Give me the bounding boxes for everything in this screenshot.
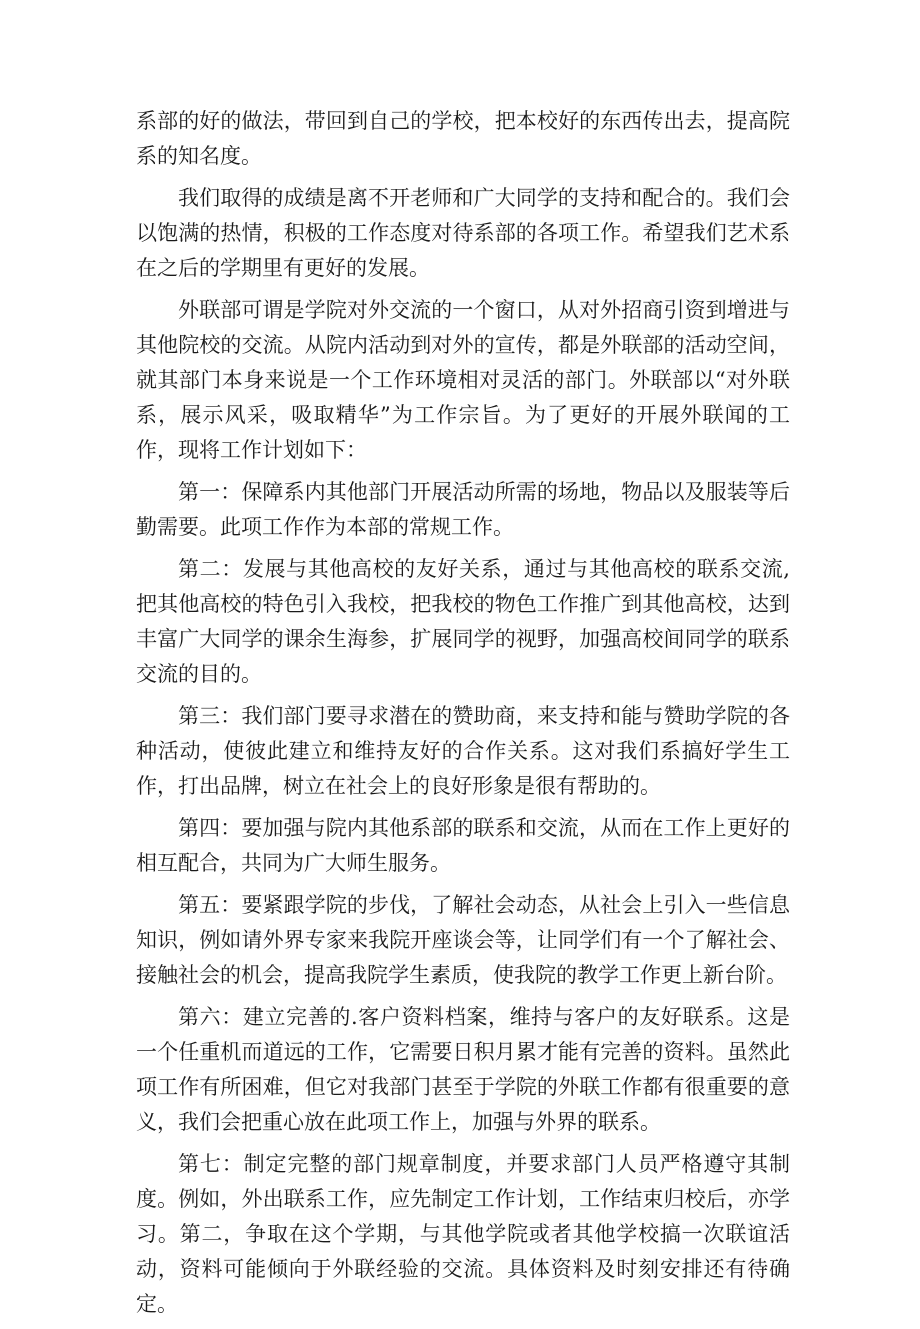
paragraph-item-5: 第五：要紧跟学院的步伐，了解社会动态，从社会上引入一些信息知识，例如请外界专家来我院开座谈会等，让同学们有一个了解社会、接触社会的机会，提高我院学生素质，使我院的教学工作更上新台阶。 [136,893,790,987]
paragraph-item-6: 第六：建立完善的.客户资料档案，维持与客户的友好联系。这是一个任重机而道远的工作，它需要日积月累才能有完善的资料。虽然此项工作有所困难，但它对我部门甚至于学院的外联工作都有很重要的意义，我们会把重心放在此项工作上，加强与外界的联系。 [136,1005,790,1134]
paragraph-achievements: 我们取得的成绩是离不开老师和广大同学的支持和配合的。我们会以饱满的热情，积极的工作态度对待系部的各项工作。希望我们艺术系在之后的学期里有更好的发展。 [136,186,790,280]
paragraph-item-4: 第四：要加强与院内其他系部的联系和交流，从而在工作上更好的相互配合，共同为广大师生服务。 [136,816,790,875]
document-body [136,104,790,1329]
paragraph-item-7: 第七：制定完整的部门规章制度，并要求部门人员严格遵守其制度。例如，外出联系工作，应先制定工作计划，工作结束归校后，亦学习。第二，争取在这个学期，与其他学院或者其他学校搞一次联谊活动，资料可能倾向于外联经验的交流。具体资料及时刻安排还有待确定。 [136,1152,790,1316]
paragraph-item-2: 第二：发展与其他高校的友好关系，通过与其他高校的联系交流,把其他高校的特色引入我校，把我校的物色工作推广到其他高校，达到丰富广大同学的课余生海参，扩展同学的视野，加强高校间同学的联系交流的目的。 [136,557,790,686]
paragraph-intro: 外联部可谓是学院对外交流的一个窗口，从对外招商引资到增进与其他院校的交流。从院内活动到对外的宣传，都是外联部的活动空间，就其部门本身来说是一个工作环境相对灵活的部门。外联部以“对外联系，展示风采，吸取精华”为工作宗旨。为了更好的开展外联闻的工作，现将工作计划如下： [136,298,790,462]
paragraph-item-3: 第三：我们部门要寻求潜在的赞助商，来支持和能与赞助学院的各种活动，使彼此建立和维持友好的合作关系。这对我们系搞好学生工作，打出品牌，树立在社会上的良好形象是很有帮助的。 [136,704,790,798]
paragraph-continuation: 系部的好的做法，带回到自己的学校，把本校好的东西传出去，提高院系的知名度。 [136,109,790,168]
paragraph-item-1: 第一：保障系内其他部门开展活动所需的场地，物品以及服装等后勤需要。此项工作作为本部的常规工作。 [136,480,790,539]
